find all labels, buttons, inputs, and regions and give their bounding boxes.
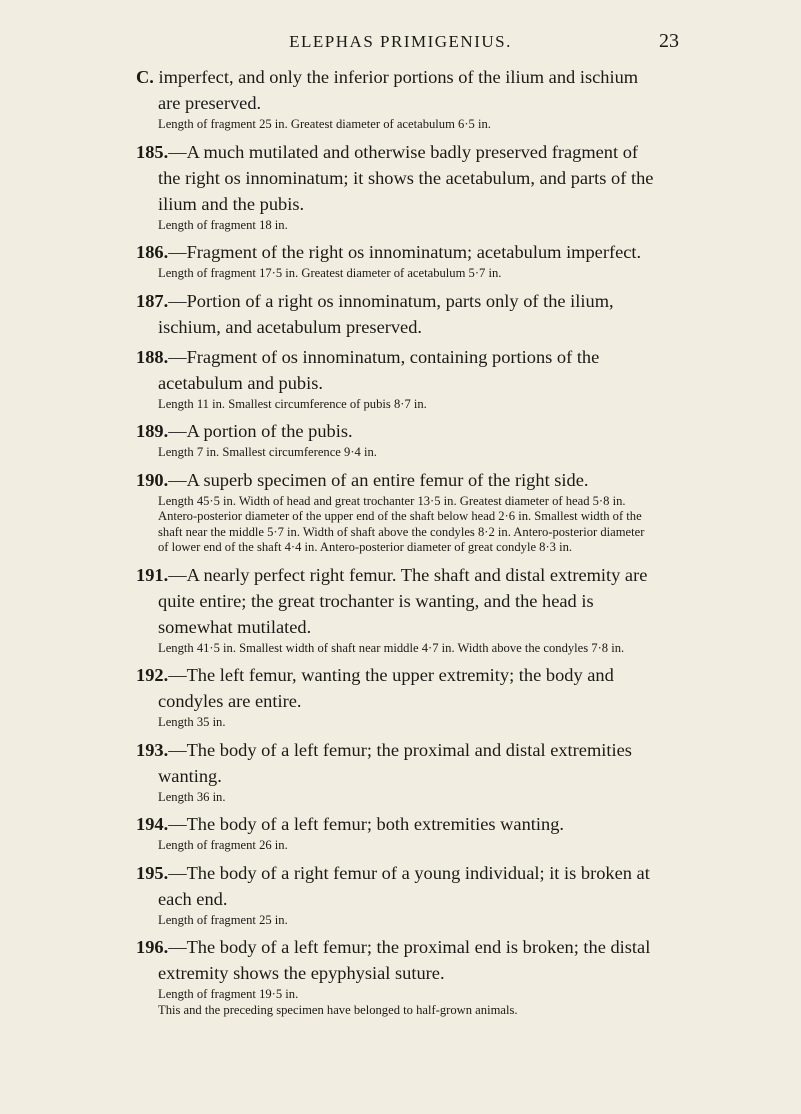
entry-text: —The body of a left femur; the proximal and distal extremities wanting. (158, 739, 632, 786)
entry-text: —The left femur, wanting the upper extremity; the body and condyles are entire. (158, 665, 614, 711)
entry-number: 188. (136, 346, 169, 367)
catalogue-entry (136, 811, 656, 854)
entry-description (136, 811, 656, 837)
catalogue-entry (136, 662, 656, 731)
entry-number: 186. (136, 242, 169, 262)
entry-description (136, 239, 656, 265)
entry-number: 195. (136, 862, 169, 883)
entry-number: 191. (136, 564, 169, 585)
entry-description (136, 562, 656, 640)
entry-description (136, 418, 656, 444)
catalogue-entry (136, 467, 656, 556)
entry-text: —Portion of a right os innominatum, parts only of the ilium, ischium, and acetabulum preserved. (158, 290, 614, 337)
measurement-note: Length of fragment 17·5 in. Greatest diameter of acetabulum 5·7 in. (158, 266, 502, 280)
measurement-note: Length 41·5 in. Smallest width of shaft near middle 4·7 in. Width above the condyles 7·8 in. (158, 640, 625, 655)
catalogue-entries (136, 64, 656, 1024)
entry-number: 187. (136, 290, 169, 311)
entry-description (136, 344, 656, 396)
catalogue-entry (136, 737, 656, 806)
entry-description (136, 139, 656, 217)
measurement-note: Length of fragment 25 in. (158, 912, 288, 927)
catalogue-entry (136, 418, 656, 461)
entry-description (136, 64, 656, 116)
entry-text: —A nearly perfect right femur. The shaft and distal extremity are quite entire; the great trochanter is wanting, and the head is somewhat mutilated. (158, 564, 648, 637)
entry-text: —The body of a left femur; both extremities wanting. (168, 814, 564, 834)
entry-text: —The body of a left femur; the proximal end is broken; the distal extremity shows the epyphysial suture. (158, 937, 651, 983)
entry-number: 190. (136, 469, 169, 490)
measurement-note: Length 11 in. Smallest circumference of pubis 8·7 in. (158, 396, 427, 411)
running-head (0, 30, 801, 54)
entry-number: 185. (136, 141, 169, 162)
measurement-note: Length of fragment 26 in. (158, 838, 288, 852)
catalogue-entry (136, 288, 656, 340)
entry-number: 196. (136, 937, 169, 957)
entry-text: —Fragment of os innominatum, containing portions of the acetabulum and pubis. (158, 346, 600, 393)
catalogue-entry (136, 139, 656, 234)
entry-text: imperfect, and only the inferior portions of the ilium and ischium are preserved. (153, 67, 639, 113)
measurement-note: Length 35 in. (158, 715, 226, 729)
entry-description (136, 288, 656, 340)
measurement-note: Length 45·5 in. Width of head and great trochanter 13·5 in. Greatest diameter of head 5·8 in. Antero-posterior diameter of the upper end of the shaft below head 2·6 in. Smallest width of the shaft near the middle 5·7 in. Width of shaft above the condyles 8·2 in. Antero-posterior diameter of lower end of the shaft 4·4 in. Antero-posterior diameter of great condyle 8·3 in. (158, 493, 645, 554)
catalogue-entry (136, 934, 656, 1018)
entry-number: 193. (136, 739, 169, 760)
entry-text: —A superb specimen of an entire femur of the right side. (168, 469, 589, 490)
entry-description (136, 934, 656, 986)
entry-description (136, 662, 656, 714)
entry-text: —Fragment of the right os innominatum; acetabulum imperfect. (168, 242, 642, 262)
entry-number: 192. (136, 665, 169, 685)
running-title: ELEPHAS PRIMIGENIUS. (289, 32, 512, 51)
catalogue-entry (136, 64, 656, 133)
entry-text: —A portion of the pubis. (168, 421, 353, 441)
entry-description (136, 467, 656, 493)
entry-number: 194. (136, 814, 169, 834)
entry-number: 189. (136, 421, 169, 441)
measurement-note: Length of fragment 18 in. (158, 217, 288, 232)
catalogue-entry (136, 860, 656, 929)
entry-text: —A much mutilated and otherwise badly preserved fragment of the right os innominatum; it shows the acetabulum, and parts of the ilium and the pubis. (158, 141, 654, 214)
entry-description (136, 737, 656, 789)
catalogue-entry (136, 344, 656, 413)
entry-text: —The body of a right femur of a young individual; it is broken at each end. (158, 862, 650, 909)
measurement-note: Length of fragment 25 in. Greatest diameter of acetabulum 6·5 in. (158, 117, 491, 131)
catalogue-entry (136, 239, 656, 282)
measurement-note: Length 7 in. Smallest circumference 9·4 in. (158, 445, 377, 459)
page-number: 23 (659, 30, 679, 52)
entry-description (136, 860, 656, 912)
entry-number: C. (136, 67, 154, 87)
measurement-note: Length of fragment 19·5 in. (158, 987, 299, 1001)
measurement-note: Length 36 in. (158, 789, 226, 804)
catalogue-entry (136, 562, 656, 657)
measurement-note: This and the preceding specimen have belonged to half-grown animals. (158, 1002, 518, 1017)
